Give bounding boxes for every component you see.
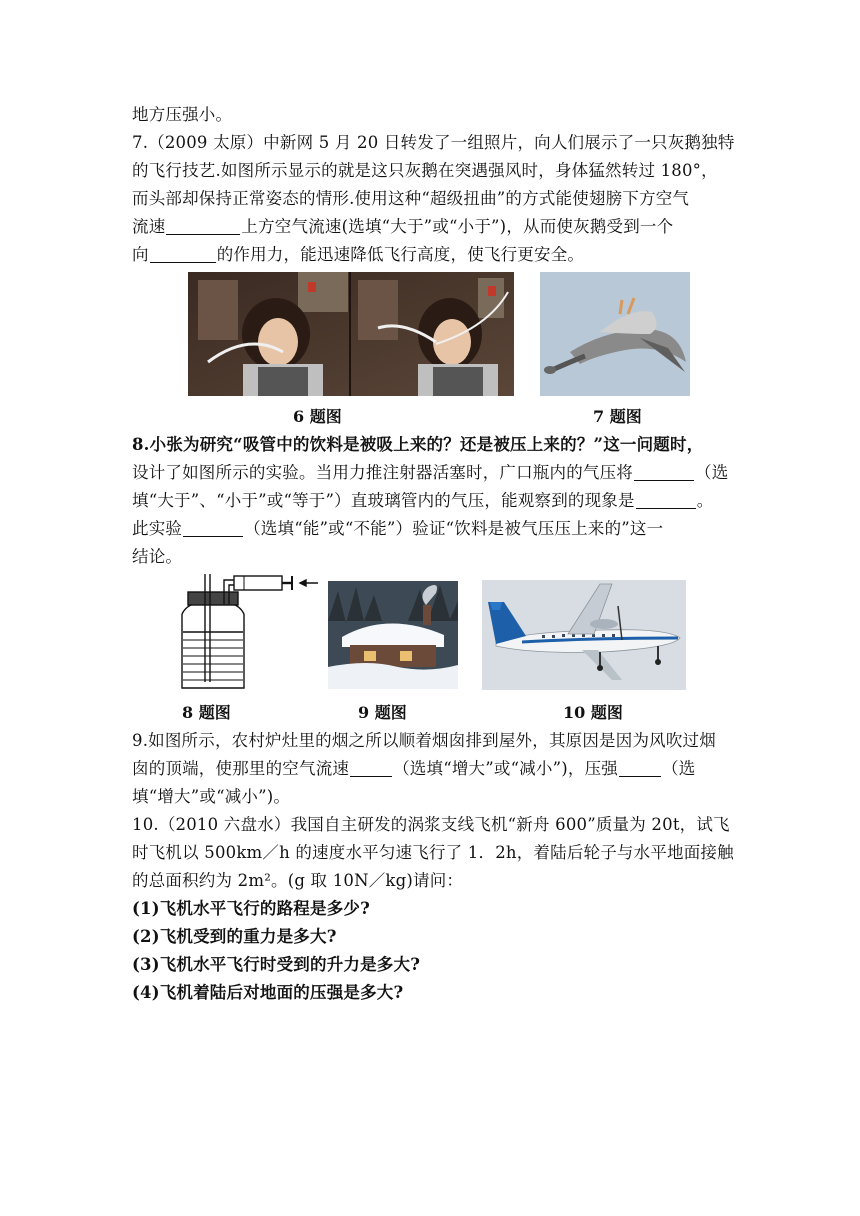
figure-10-photo	[482, 580, 686, 690]
q10-line-2: 时飞机以 500km／h 的速度水平匀速飞行了 1．2h，着陆后轮子与水平地面接触	[132, 843, 734, 862]
figure-8-caption: 8 题图	[182, 703, 231, 722]
q9-blank-1[interactable]	[350, 760, 392, 777]
q8-blank-1[interactable]	[634, 464, 694, 481]
figure-7-caption: 7 题图	[593, 407, 642, 426]
figure-9-photo	[328, 581, 458, 689]
q8-blank-3[interactable]	[183, 520, 243, 537]
figure-10-caption: 10 题图	[563, 703, 623, 722]
figure-8-diagram	[172, 572, 322, 694]
q9-blank-2[interactable]	[619, 760, 661, 777]
q7-blank-2[interactable]	[150, 246, 216, 263]
q7-line-3: 而头部却保持正常姿态的情形.使用这种“超级扭曲”的方式能使翅膀下方空气	[132, 189, 690, 208]
q7-blank-1[interactable]	[166, 218, 240, 235]
q10-subquestion-4: (4)飞机着陆后对地面的压强是多大?	[132, 983, 404, 1002]
q8-blank-2[interactable]	[636, 492, 696, 509]
q9-line-2: 囱的顶端，使那里的空气流速 （选填“增大”或“减小”)，压强 （选	[132, 759, 696, 778]
figure-6-caption: 6 题图	[293, 407, 342, 426]
q10-line-1: 10.（2010 六盘水）我国自主研发的涡浆支线飞机“新舟 600”质量为 20t，试飞	[132, 815, 730, 834]
q9-line-3: 填“增大”或“减小”)。	[132, 787, 291, 806]
figure-7-photo	[540, 272, 690, 396]
q8-line-1: 8.小张为研究“吸管中的饮料是被吸上来的？还是被压上来的？”这一问题时，	[132, 435, 704, 454]
q8-line-5: 结论。	[132, 547, 183, 566]
q10-line-3: 的总面积约为 2m²。(g 取 10N／kg)请问：	[132, 871, 464, 890]
q7-line-5: 向 的作用力，能迅速降低飞行高度，使飞行更安全。	[132, 245, 585, 264]
q8-line-3: 填“大于”、“小于”或“等于”）直玻璃管内的气压，能观察到的现象是 。	[132, 491, 714, 510]
q7-line-1: 7.（2009 太原）中新网 5 月 20 日转发了一组照片，向人们展示了一只灰鹅独特	[132, 133, 735, 152]
figure-9-caption: 9 题图	[358, 703, 407, 722]
q10-subquestion-3: (3)飞机水平飞行时受到的升力是多大?	[132, 955, 421, 974]
q10-subquestion-2: (2)飞机受到的重力是多大?	[132, 927, 337, 946]
figure-6-photo	[188, 272, 514, 396]
text-line: 地方压强小。	[132, 105, 233, 124]
q8-line-2: 设计了如图所示的实验。当用力推注射器活塞时，广口瓶内的气压将 （选	[132, 463, 729, 482]
q10-subquestion-1: (1)飞机水平飞行的路程是多少?	[132, 899, 370, 918]
q7-line-2: 的飞行技艺.如图所示显示的就是这只灰鹅在突遇强风时，身体猛然转过 180°，	[132, 161, 718, 180]
q8-line-4: 此实验 （选填“能”或“不能”）验证“饮料是被气压压上来的”这一	[132, 519, 664, 538]
q7-line-4: 流速 上方空气流速(选填“大于”或“小于”)，从而使灰鹅受到一个	[132, 217, 674, 236]
q9-line-1: 9.如图所示，农村炉灶里的烟之所以顺着烟囱排到屋外，其原因是因为风吹过烟	[132, 731, 716, 750]
